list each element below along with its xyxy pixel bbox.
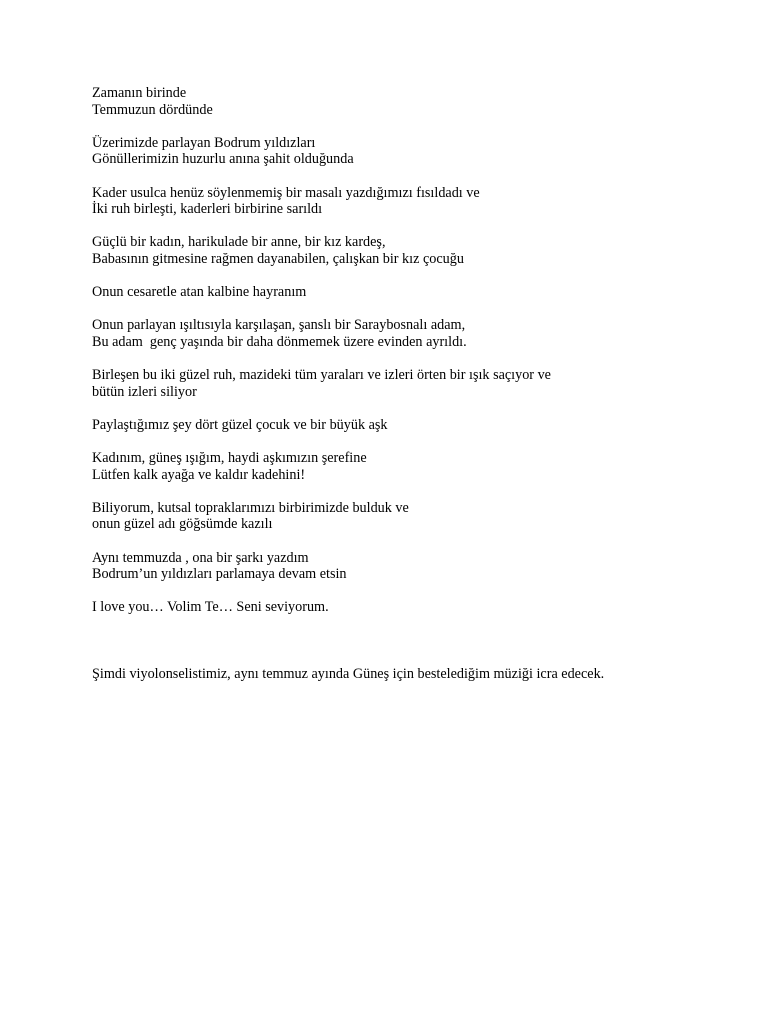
poem-line: Zamanın birinde [92,85,187,101]
stanza [92,550,712,583]
stanza [92,417,712,434]
stanza [92,135,712,168]
stanza [92,317,712,350]
poem-text [92,85,712,699]
stanza [92,500,712,533]
spacer [92,633,712,666]
closing-line [92,666,712,683]
poem-line: Aynı temmuzda , ona bir şarkı yazdım [92,549,309,566]
stanza [92,450,712,483]
stanza [92,599,712,616]
poem-line: Lütfen kalk ayağa ve kaldır kadehini! [92,466,306,483]
poem-line: Birleşen bu iki güzel ruh, mazideki tüm yaraları ve izleri örten bir ışık saçıyor ve [92,367,551,384]
stanza [92,185,712,218]
stanza [92,85,712,118]
stanza [92,284,712,301]
poem-line: Onun parlayan ışıltısıyla karşılaşan, şanslı bir Saraybosnalı adam, [92,317,466,334]
poem-line: Biliyorum, kutsal topraklarımızı birbirimizde bulduk ve [92,499,409,516]
poem-line: İki ruh birleşti, kaderleri birbirine sarıldı [92,201,323,218]
closing-text: Şimdi viyolonselistimiz, aynı temmuz ayında Güneş için bestelediğim müziği icra edecek. [92,665,605,682]
poem-line: Onun cesaretle atan kalbine hayranım [92,284,307,301]
poem-line: Bu adam genç yaşında bir daha dönmemek üzere evinden ayrıldı. [92,333,467,350]
poem-line: Üzerimizde parlayan Bodrum yıldızları [92,134,316,151]
poem-line: onun güzel adı göğsümde kazılı [92,516,273,533]
stanza [92,367,712,400]
poem-line: Bodrum’un yıldızları parlamaya devam etsin [92,566,347,583]
poem-line: Temmuzun dördünde [92,101,213,118]
poem-line: Gönüllerimizin huzurlu anına şahit olduğunda [92,151,354,168]
stanza [92,234,712,267]
poem-line: Paylaştığımız şey dört güzel çocuk ve bir büyük aşk [92,416,388,433]
poem-line: bütün izleri siliyor [92,383,197,400]
poem-line: Kadınım, güneş ışığım, haydi aşkımızın şerefine [92,450,367,467]
poem-line: I love you… Volim Te… Seni seviyorum. [92,599,329,616]
poem-line: Babasının gitmesine rağmen dayanabilen, çalışkan bir kız çocuğu [92,250,464,267]
poem-line: Kader usulca henüz söylenmemiş bir masalı yazdığımızı fısıldadı ve [92,184,480,201]
poem-line: Güçlü bir kadın, harikulade bir anne, bir kız kardeş, [92,234,386,251]
